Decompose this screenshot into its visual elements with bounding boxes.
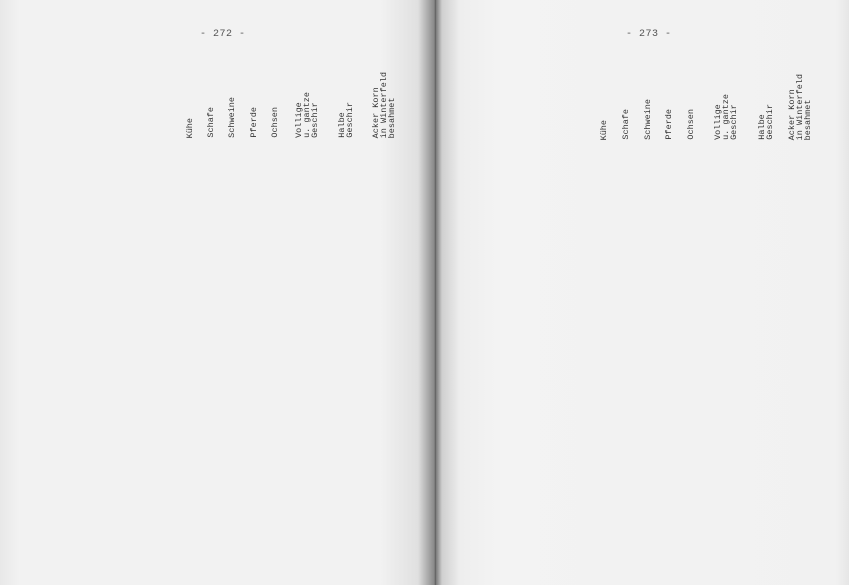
column-header: Schafe (206, 107, 216, 138)
right-page (436, 0, 849, 585)
column-header: Schweine (643, 99, 653, 140)
column-headers (436, 40, 849, 140)
column-header: Pferde (664, 109, 674, 140)
column-header: Pferde (249, 107, 259, 138)
column-header: Ochsen (686, 109, 696, 140)
column-header: Vollige u. gantze Geschir (713, 94, 739, 140)
column-header: Ochsen (270, 107, 280, 138)
column-header: Halbe Geschir (337, 102, 355, 138)
column-header: Halbe Geschir (757, 104, 775, 140)
column-header: Schweine (227, 97, 237, 138)
column-header: Kühe (599, 119, 609, 140)
column-header: Schafe (621, 109, 631, 140)
column-header: Acker Korn in Winterfeld besahmet (787, 73, 813, 140)
column-header: Kühe (185, 117, 195, 138)
column-headers (0, 38, 436, 138)
column-header: Acker Korn in Winterfeld besahmet (371, 71, 397, 138)
column-header: Vollige u. gantze Geschir (294, 92, 320, 138)
page-number: - 273 - (626, 29, 672, 40)
page-number: - 272 - (200, 29, 246, 40)
